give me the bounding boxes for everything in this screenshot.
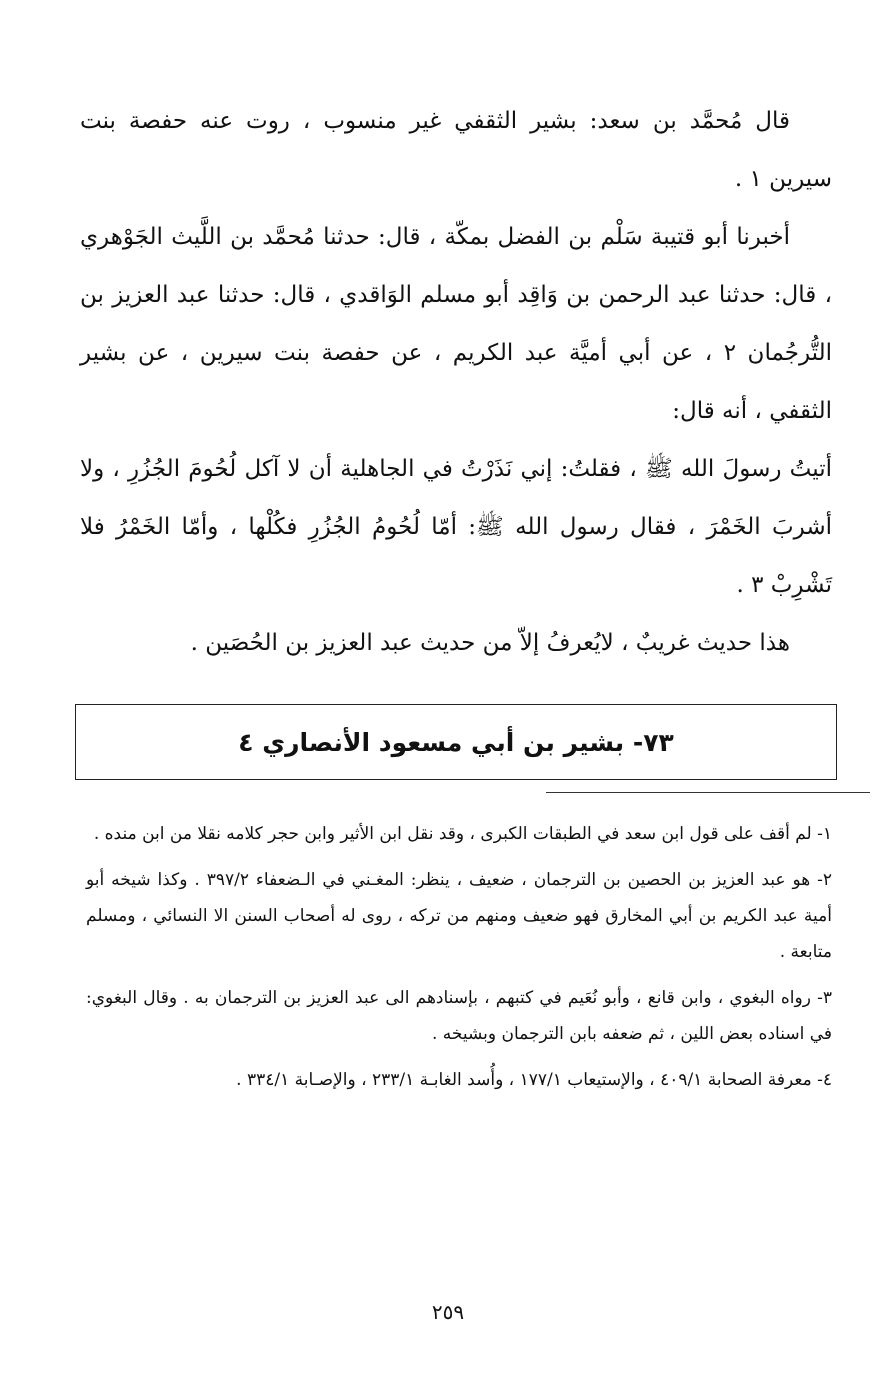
section-heading-box [75, 704, 837, 780]
footnote-2: ٢- هو عبد العزيز بن الحصين بن الترجمان ، ضعيف ، ينظر: المغـني في الـضعفاء ٣٩٧/٢ . وكذا شيخه أبو أمية عبد الكريم بن أبي المخارق فهو ضعيف ومنهم من تركه ، روى له أصحاب السنن الا النسائي ، ومسلم متابعة . [86, 870, 832, 962]
footnote-4: ٤- معرفة الصحابة ٤٠٩/١ ، والإستيعاب ١٧٧/١ ، وأُسد الغابـة ٢٣٣/١ ، والإصـابة ٣٣٤/١ . [236, 1070, 832, 1090]
page-number: ٢٥٩ [431, 1300, 465, 1324]
footnote-1: ١- لم أقف على قول ابن سعد في الطبقات الكبرى ، وقد نقل ابن الأثير وابن حجر كلامه نقلا من ابن منده . [93, 824, 832, 844]
section-title: ٧٣- بشير بن أبي مسعود الأنصاري ٤ [238, 727, 674, 757]
paragraph-bashir-intro: قال مُحمَّد بن سعد: بشير الثقفي غير منسوب ، روت عنه حفصة بنت سيرين ١ . [80, 108, 832, 192]
paragraph-hadith: أتيتُ رسولَ الله ﷺ ، فقلتُ: إني نَذَرْتُ في الجاهلية أن لا آكل لُحُومَ الجُزُرِ ، ولا أشربَ الخَمْرَ ، فقال رسول الله ﷺ: أمّا لُحُومُ الجُزُرِ فكُلْها ، وأمّا الخَمْرُ فلا تَشْرِبْ ٣ . [80, 456, 832, 598]
paragraph-grading: هذا حديث غريبٌ ، لايُعرفُ إلاّ من حديث عبد العزيز بن الحُصَين . [190, 630, 790, 656]
main-text [80, 92, 832, 672]
footnote-separator [546, 792, 870, 793]
footnote-3: ٣- رواه البغوي ، وابن قانع ، وأبو نُعَيم في كتبهم ، بإسنادهم الى عبد العزيز بن الترجمان به . وقال البغوي: في اسناده بعض اللين ، ثم ضعفه بابن الترجمان وبشيخه . [86, 988, 832, 1044]
footnotes [86, 816, 832, 1108]
paragraph-isnad: أخبرنا أبو قتيبة سَلْم بن الفضل بمكّة ، قال: حدثنا مُحمَّد بن اللَّيث الجَوْهري ، قال: حدثنا عبد الرحمن بن وَاقِد أبو مسلم الوَاقدي ، قال: حدثنا عبد العزيز بن التُّرجُمان ٢ ، عن أبي أميَّة عبد الكريم ، عن حفصة بنت سيرين ، عن بشير الثقفي ، أنه قال: [80, 224, 832, 424]
